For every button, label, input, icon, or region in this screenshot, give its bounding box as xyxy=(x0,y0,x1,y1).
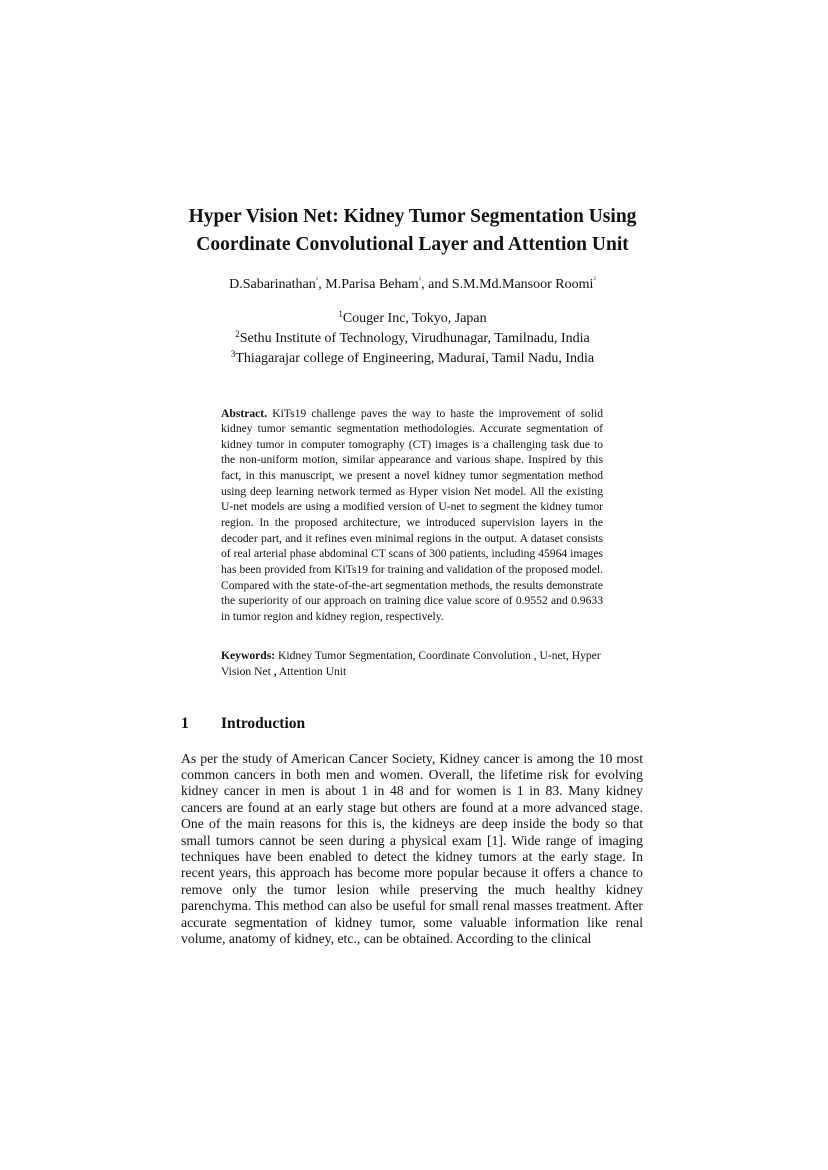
affiliation-mark: 2 xyxy=(235,329,240,339)
keywords-text: Kidney Tumor Segmentation, Coordinate Convolution , U-net, Hyper Vision Net xyxy=(221,649,601,678)
author-affiliation-mark: 1 xyxy=(418,277,422,282)
keywords-bold-comma: , xyxy=(273,664,277,678)
abstract-label: Abstract. xyxy=(221,406,268,420)
abstract-text: KiTs19 challenge paves the way to haste the improvement of solid kidney tumor semantic segmentation methodologies. Accurate segmentation of kidney tumor in computer tomography (CT) images is a challenging task due to the non-uniform motion, similar appearance and various shape. Inspired by this fact, in this manuscript, we present a novel kidney tumor segmentation method using deep learning network termed as Hyper vision Net model. All the existing U-net models are using a modified version of U-net to segment the kidney tumor region. In the proposed architecture, we introduced supervision layers in the decoder part, and it refines even minimal regions in the output. A dataset consists of real arterial phase abdominal CT scans of 300 patients, including 45964 images has been provided from KiTs19 for training and validation of the proposed model. Compared with the state-of-the-art segmentation methods, the results demonstrate the superiority of our approach on training dice value score of 0.9552 and 0.9633 in tumor region and kidney region, respectively. xyxy=(221,406,603,624)
author-name: S.M.Md.Mansoor Roomi xyxy=(451,277,594,292)
author-list xyxy=(150,270,675,295)
author-affiliation-mark: 1 xyxy=(315,277,319,282)
section-number: 1 xyxy=(181,715,189,732)
title-line-2: Coordinate Convolutional Layer and Attention Unit xyxy=(196,234,629,255)
paper-title xyxy=(150,203,675,259)
affiliation-text: Couger Inc, Tokyo, Japan xyxy=(342,311,487,326)
section-title: Introduction xyxy=(221,715,306,732)
keywords-label: Keywords: xyxy=(221,649,276,662)
author-affiliation-mark: 2 xyxy=(593,277,596,282)
affiliation-mark: 1 xyxy=(338,309,343,319)
affiliation-3 xyxy=(150,344,675,369)
author-name: M.Parisa Beham xyxy=(325,277,419,292)
keywords xyxy=(221,648,603,679)
author-separator: , xyxy=(318,277,326,292)
affiliation-mark: 3 xyxy=(230,349,236,359)
keywords-text-end: Attention Unit xyxy=(276,664,347,678)
abstract xyxy=(221,406,603,625)
author-separator: , and xyxy=(421,277,452,292)
affiliation-text: Thiagarajar college of Engineering, Madurai, Tamil Nadu, India xyxy=(235,351,595,366)
title-line-1: Hyper Vision Net: Kidney Tumor Segmentation Using xyxy=(188,206,637,227)
affiliation-text: Sethu Institute of Technology, Virudhunagar, Tamilnadu, India xyxy=(239,331,590,346)
author-name: D.Sabarinathan xyxy=(229,277,316,292)
intro-paragraph: As per the study of American Cancer Society, Kidney cancer is among the 10 most common cancers in both men and women. Overall, the lifetime risk for evolving kidney cancer in men is about 1 in 48 and for women is 1 in 83. Many kidney cancers are found at an early stage but others are found at a more advanced stage. One of the main reasons for this is, the kidneys are deep inside the body so that small tumors cannot be seen during a physical exam [1]. Wide range of imaging techniques have been enabled to detect the kidney tumors at the early stage. In recent years, this approach has become more popular because it offers a chance to remove only the tumor lesion while preserving the much healthy kidney parenchyma. This method can also be useful for small renal masses treatment. After accurate segmentation of kidney tumor, some valuable information like renal volume, anatomy of kidney, etc., can be obtained. According to the clinical xyxy=(181,750,643,946)
